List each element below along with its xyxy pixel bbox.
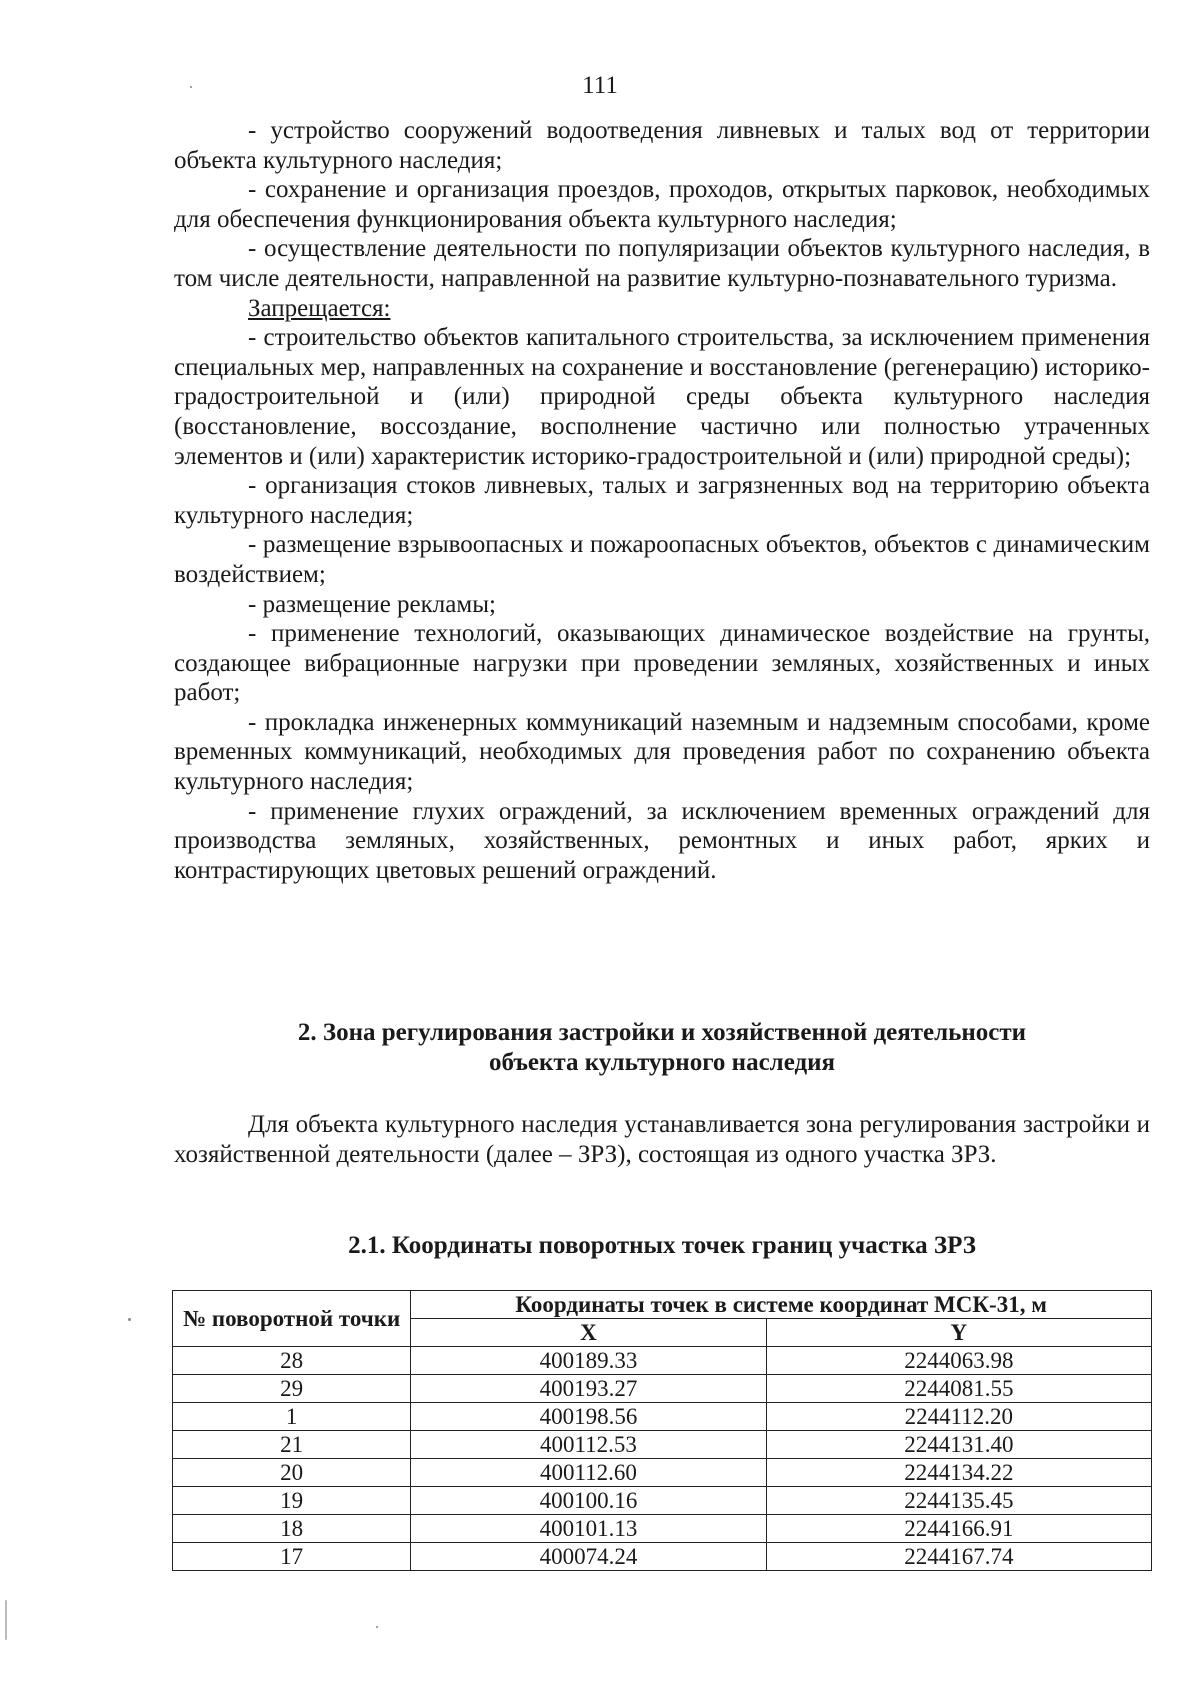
cell-y: 2244081.55: [766, 1375, 1151, 1403]
cell-y: 2244135.45: [766, 1487, 1151, 1515]
section-intro: [174, 1110, 1150, 1170]
cell-x: 400100.16: [411, 1487, 766, 1515]
paragraph: - устройство сооружений водоотведения ливневых и талых вод от территории объекта культурного наследия;: [174, 117, 1150, 174]
cell-y: 2244134.22: [766, 1459, 1151, 1487]
cell-x: 400198.56: [411, 1403, 766, 1431]
cell-x: 400112.60: [411, 1459, 766, 1487]
section-heading-line: объекта культурного наследия: [488, 1049, 836, 1076]
scan-speck: [5, 1600, 7, 1640]
cell-y: 2244063.98: [766, 1347, 1151, 1375]
table-row: [173, 1431, 1152, 1459]
header-coordinates: Координаты точек в системе координат МСК-31, м: [411, 1291, 1152, 1319]
cell-x: 400101.13: [411, 1515, 766, 1543]
prohibited-heading-text: Запрещается:: [248, 294, 391, 322]
section-heading-line: 2. Зона регулирования застройки и хозяйственной деятельности: [297, 1019, 1027, 1046]
cell-point: 1: [173, 1403, 411, 1431]
header-point-number: № поворотной точки: [173, 1291, 411, 1347]
prohibited-item: - строительство объектов капитального строительства, за исключением применения специальных мер, направленных на сохранение и восстановление (регенерацию) историко-градостроительной и (или) природной среды объекта культурного наследия (восстановление, воссоздание, восполнение частично или полностью утраченных элементов и (или) характеристик историко-градостроительной и (или) природной среды);: [174, 324, 1150, 470]
cell-x: 400189.33: [411, 1347, 766, 1375]
prohibited-item: - организация стоков ливневых, талых и загрязненных вод на территорию объекта культурного наследия;: [174, 472, 1150, 529]
section-heading: [174, 1018, 1150, 1078]
table-row: [173, 1375, 1152, 1403]
cell-point: 20: [173, 1459, 411, 1487]
scan-speck: [376, 1626, 378, 1628]
intro-paragraph: Для объекта культурного наследия устанавливается зона регулирования застройки и хозяйственной деятельности (далее – ЗРЗ), состоящая из одного участка ЗРЗ.: [174, 1111, 1150, 1168]
paragraph: - осуществление деятельности по популяризации объектов культурного наследия, в том числе деятельности, направленной на развитие культурно-познавательного туризма.: [174, 235, 1150, 292]
table-row: [173, 1347, 1152, 1375]
cell-y: 2244166.91: [766, 1515, 1151, 1543]
cell-point: 29: [173, 1375, 411, 1403]
cell-point: 21: [173, 1431, 411, 1459]
table-row: [173, 1403, 1152, 1431]
header-y: Y: [766, 1319, 1151, 1347]
cell-x: 400074.24: [411, 1543, 766, 1571]
prohibited-heading: [174, 294, 1150, 324]
cell-y: 2244112.20: [766, 1403, 1151, 1431]
table-row: [173, 1515, 1152, 1543]
prohibited-item: - размещение взрывоопасных и пожароопасных объектов, объектов с динамическим воздействием;: [174, 531, 1150, 588]
cell-y: 2244167.74: [766, 1543, 1151, 1571]
scan-speck: [128, 1318, 131, 1321]
coordinates-table: [172, 1290, 1152, 1571]
cell-x: 400112.53: [411, 1431, 766, 1459]
prohibited-item: - применение глухих ограждений, за исключением временных ограждений для производства земляных, хозяйственных, ремонтных и иных работ, ярких и контрастирующих цветовых решений ограждений.: [174, 797, 1150, 884]
cell-point: 17: [173, 1543, 411, 1571]
page-number: 111: [582, 72, 618, 99]
table-title: 2.1. Координаты поворотных точек границ участка ЗРЗ: [348, 1232, 976, 1259]
cell-x: 400193.27: [411, 1375, 766, 1403]
table-row: [173, 1459, 1152, 1487]
table-row: [173, 1487, 1152, 1515]
cell-point: 28: [173, 1347, 411, 1375]
cell-y: 2244131.40: [766, 1431, 1151, 1459]
body-text: [174, 116, 1150, 885]
cell-point: 18: [173, 1515, 411, 1543]
scan-speck: [190, 86, 192, 88]
table-row: [173, 1543, 1152, 1571]
paragraph: - сохранение и организация проездов, проходов, открытых парковок, необходимых для обеспечения функционирования объекта культурного наследия;: [174, 176, 1150, 233]
prohibited-item: - прокладка инженерных коммуникаций наземным и надземным способами, кроме временных коммуникаций, необходимых для проведения работ по сохранению объекта культурного наследия;: [174, 708, 1150, 796]
header-x: X: [411, 1319, 766, 1347]
prohibited-item: - применение технологий, оказывающих динамическое воздействие на грунты, создающее вибрационные нагрузки при проведении земляных, хозяйственных и иных работ;: [174, 620, 1150, 707]
cell-point: 19: [173, 1487, 411, 1515]
prohibited-item: - размещение рекламы;: [248, 590, 496, 618]
